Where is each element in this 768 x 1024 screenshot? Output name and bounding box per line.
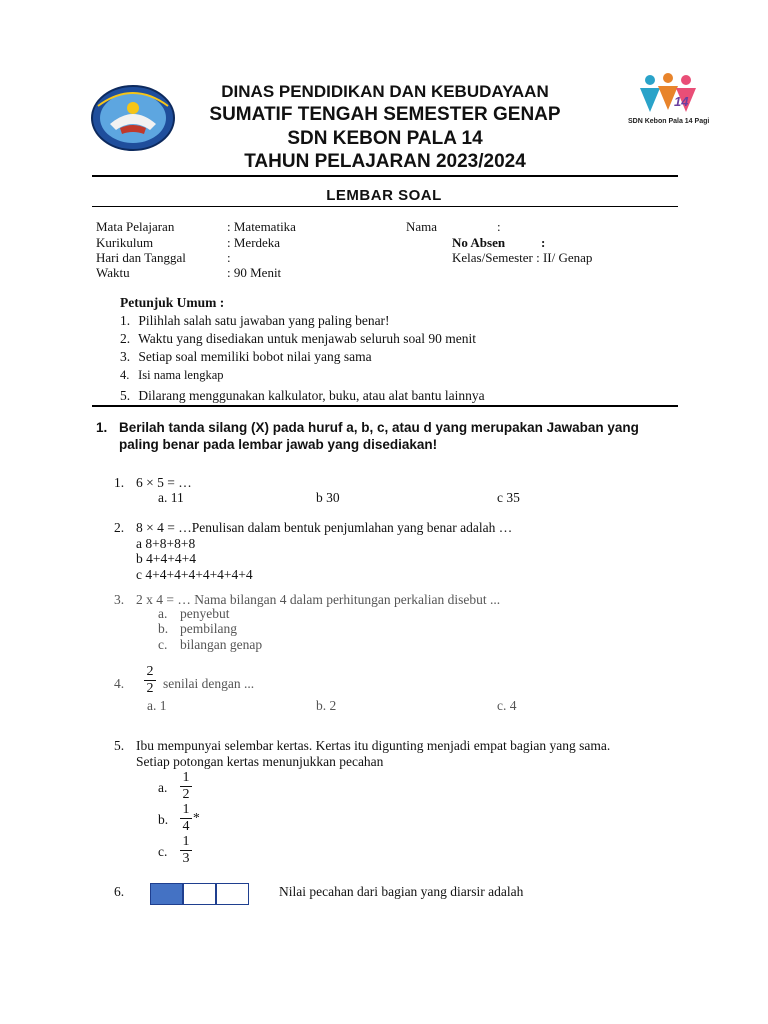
q5-option-a-fraction: 1 2 xyxy=(180,771,192,802)
absen-colon: : xyxy=(541,235,546,250)
q3-option-a: penyebut xyxy=(180,606,230,621)
name-label: Nama xyxy=(406,219,438,234)
q5-option-b-fraction: 1 4 xyxy=(180,803,192,834)
q3-option-b: pembilang xyxy=(180,621,237,636)
q3-option-b-label: b. xyxy=(158,621,169,636)
empty-box xyxy=(216,883,249,905)
curriculum-value: : Merdeka xyxy=(227,235,281,250)
q3-text: 2 x 4 = … Nama bilangan 4 dalam perhitungan perkalian disebut ... xyxy=(136,592,501,607)
instruction-item: 3. Setiap soal memiliki bobot nilai yang sama xyxy=(120,349,372,364)
school-logo-caption: SDN Kebon Pala 14 Pagi xyxy=(628,118,710,125)
q1-text: 6 × 5 = … xyxy=(136,475,192,490)
header-divider xyxy=(92,175,678,177)
instructions-divider xyxy=(92,405,678,407)
instruction-item: 1. Pilihlah salah satu jawaban yang paling benar! xyxy=(120,313,390,328)
class-semester: Kelas/Semester : II/ Genap xyxy=(452,250,593,265)
q5-option-b-mark: * xyxy=(193,810,200,825)
q2-option-b: b 4+4+4+4 xyxy=(136,551,196,566)
q2-text: 8 × 4 = …Penulisan dalam bentuk penjumlahan yang benar adalah … xyxy=(136,520,513,535)
sheet-title: LEMBAR SOAL xyxy=(326,187,442,204)
q5-option-c-label: c. xyxy=(158,844,168,859)
tut-wuri-handayani-logo xyxy=(90,84,176,152)
q4-text: senilai dengan ... xyxy=(163,676,255,691)
q5-text-line2: Setiap potongan kertas menunjukkan pecahan xyxy=(136,754,384,769)
header-year: TAHUN PELAJARAN 2023/2024 xyxy=(244,151,526,172)
time-value: : 90 Menit xyxy=(227,265,282,280)
title-divider xyxy=(92,206,678,207)
q4-fraction-denominator: 2 xyxy=(146,681,154,696)
q5-text-line1: Ibu mempunyai selembar kertas. Kertas itu digunting menjadi empat bagian yang sama. xyxy=(136,738,611,753)
header-school: SDN KEBON PALA 14 xyxy=(287,128,483,149)
q6-text: Nilai pecahan dari bagian yang diarsir adalah xyxy=(279,884,524,899)
name-colon: : xyxy=(497,219,501,234)
instruction-item: 4. Isi nama lengkap xyxy=(120,368,224,382)
empty-box xyxy=(183,883,216,905)
instruction-item: 2. Waktu yang disediakan untuk menjawab seluruh soal 90 menit xyxy=(120,331,476,346)
header-agency: DINAS PENDIDIKAN DAN KEBUDAYAAN xyxy=(221,82,549,101)
absen-label: No Absen xyxy=(452,235,506,250)
svg-text:14: 14 xyxy=(674,94,689,109)
q3-option-c: bilangan genap xyxy=(180,637,263,652)
q2-number: 2. xyxy=(114,520,125,535)
date-label: Hari dan Tanggal xyxy=(96,250,186,265)
q5-option-b-label: b. xyxy=(158,812,169,827)
instruction-item: 5. Dilarang menggunakan kalkulator, buku, atau alat bantu lainnya xyxy=(120,388,485,403)
instructions-title: Petunjuk Umum : xyxy=(120,295,225,310)
q4-number: 4. xyxy=(114,676,125,691)
q2-option-c: c 4+4+4+4+4+4+4+4 xyxy=(136,567,253,582)
q3-number: 3. xyxy=(114,592,125,607)
q1-option-a: a. 11 xyxy=(158,490,184,505)
date-value: : xyxy=(227,250,231,265)
q5-number: 5. xyxy=(114,738,125,753)
q6-number: 6. xyxy=(114,884,125,899)
q4-fraction-numerator: 2 xyxy=(146,664,154,679)
section-instruction: 1. Berilah tanda silang (X) pada huruf a, b, c, atau d yang merupakan Jawaban yang paling benar pada lembar jawab yang disediakan! xyxy=(96,420,639,452)
q1-number: 1. xyxy=(114,475,125,490)
subject-value: : Matematika xyxy=(227,219,296,234)
q4-option-a: a. 1 xyxy=(147,698,167,713)
q4-option-c: c. 4 xyxy=(497,698,517,713)
q5-option-c-fraction: 1 3 xyxy=(180,835,192,866)
curriculum-label: Kurikulum xyxy=(96,235,154,250)
q5-option-a-label: a. xyxy=(158,780,168,795)
subject-label: Mata Pelajaran xyxy=(96,219,175,234)
time-label: Waktu xyxy=(96,265,130,280)
shaded-box xyxy=(150,883,183,905)
header-exam-title: SUMATIF TENGAH SEMESTER GENAP xyxy=(209,104,561,125)
q3-option-c-label: c. xyxy=(158,637,168,652)
q1-option-b: b 30 xyxy=(316,490,340,505)
q3-option-a-label: a. xyxy=(158,606,168,621)
q4-option-b: b. 2 xyxy=(316,698,337,713)
q1-option-c: c 35 xyxy=(497,490,520,505)
q2-option-a: a 8+8+8+8 xyxy=(136,536,196,551)
q4-fraction xyxy=(144,665,156,696)
